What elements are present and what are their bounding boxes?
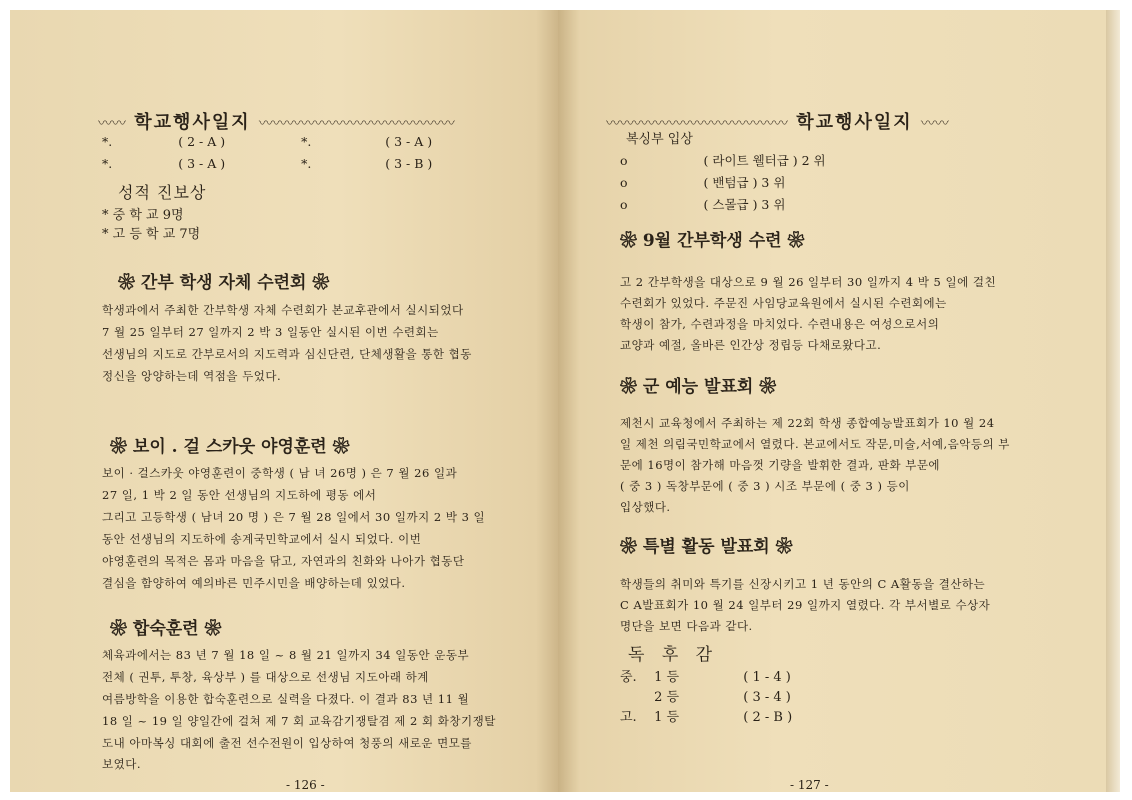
body-line: C A발표회가 10 월 24 일부터 29 일까지 열렸다. 각 부서별로 수상자 — [620, 598, 991, 612]
page-number: - 126 - — [286, 778, 325, 792]
review-item: 2 등 ( 3 - 4 ) — [654, 690, 791, 705]
body-line: 보이 · 걸스카웃 야영훈련이 중학생 ( 남 녀 26명 ) 은 7 월 26 일과 — [102, 466, 458, 480]
body-line: 제천시 교육청에서 주최하는 제 22회 학생 종합예능발표회가 10 월 24 — [620, 416, 995, 430]
body-line: 보였다. — [102, 757, 141, 771]
body-line: 결심을 함양하여 예의바른 민주시민을 배양하는데 있었다. — [102, 576, 406, 590]
boxing-item: o ( 밴텀급 ) 3 위 — [620, 175, 786, 190]
award-row: *. ( 2 - A ) *. ( 3 - A ) — [102, 134, 433, 149]
body-line: 문에 16명이 참가해 마음껏 기량을 발휘한 결과, 판화 부문에 — [620, 458, 941, 472]
left-page-header — [98, 108, 455, 134]
review-title: 독 후 감 — [628, 645, 719, 665]
body-line: 전체 ( 권투, 투창, 육상부 ) 를 대상으로 선생님 지도아래 하계 — [102, 670, 429, 684]
section-title: ❀ 합숙훈련 ❀ — [110, 619, 222, 639]
award-row: *. ( 3 - A ) *. ( 3 - B ) — [102, 156, 433, 171]
section-title: ❀ 9월 간부학생 수련 ❀ — [620, 231, 805, 251]
body-line: 선생님의 지도로 간부로서의 지도력과 심신단련, 단체생활을 통한 협동 — [102, 347, 472, 361]
body-line: 입상했다. — [620, 500, 671, 514]
boxing-item: o ( 스몰급 ) 3 위 — [620, 197, 786, 212]
page-number: - 127 - — [790, 778, 829, 792]
body-line: 야영훈련의 목적은 몸과 마음을 닦고, 자연과의 친화와 나아가 협동단 — [102, 554, 465, 568]
wave-ornament: 〰〰 — [98, 116, 126, 132]
section-title: ❀ 군 예능 발표회 ❀ — [620, 377, 777, 397]
body-line: 도내 아마복싱 대회에 출전 선수전원이 입상하여 청풍의 새로운 면모를 — [102, 736, 472, 750]
review-item: 중. 1 등 ( 1 - 4 ) — [620, 670, 791, 685]
body-line: 고 2 간부학생을 대상으로 9 월 26 일부터 30 일까지 4 박 5 일에 걸친 — [620, 275, 997, 289]
body-line: ( 중 3 ) 독창부문에 ( 중 3 ) 시조 부문에 ( 중 3 ) 등이 — [620, 479, 910, 493]
section-title: ❀ 특별 활동 발표회 ❀ — [620, 537, 793, 557]
progress-award-title: 성적 진보상 — [118, 183, 207, 202]
left-page — [10, 10, 558, 792]
body-line: 27 일, 1 박 2 일 동안 선생님의 지도하에 평동 에서 — [102, 488, 377, 502]
body-line: 정신을 앙양하는데 역점을 두었다. — [102, 369, 282, 383]
body-line: 교양과 예절, 올바른 인간상 정립등 다채로왔다고. — [620, 338, 882, 352]
boxing-item: o ( 라이트 웰터급 ) 2 위 — [620, 153, 826, 168]
body-line: 체육과에서는 83 년 7 월 18 일 ~ 8 월 21 일까지 34 일동안 운동부 — [102, 648, 470, 662]
progress-item: * 중 학 교 9명 — [102, 208, 184, 223]
body-line: 학생들의 취미와 특기를 신장시키고 1 년 동안의 C A활동을 결산하는 — [620, 577, 986, 591]
body-line: 학생이 참가, 수련과정을 마치었다. 수련내용은 여성으로서의 — [620, 317, 940, 331]
header-title: 학교행사일지 — [796, 112, 913, 133]
review-item: 고. 1 등 ( 2 - B ) — [620, 710, 793, 725]
section-title: ❀ 보이 . 걸 스카웃 야영훈련 ❀ — [110, 437, 350, 457]
wave-ornament: 〰〰 — [920, 116, 949, 132]
body-line: 7 월 25 일부터 27 일까지 2 박 3 일동안 실시된 이번 수련회는 — [102, 325, 439, 339]
body-line: 그리고 고등학생 ( 남녀 20 명 ) 은 7 월 28 일에서 30 일까지 2 박 3 일 — [102, 510, 486, 524]
header-title: 학교행사일지 — [134, 112, 251, 133]
body-line: 수련회가 있었다. 주문진 사임당교육원에서 실시된 수련회에는 — [620, 296, 947, 310]
body-line: 학생과에서 주최한 간부학생 자체 수련회가 본교후관에서 실시되었다 — [102, 303, 464, 317]
body-line: 여름방학을 이용한 합숙훈련으로 실력을 다졌다. 이 결과 83 년 11 월 — [102, 692, 470, 706]
progress-item: * 고 등 학 교 7명 — [102, 227, 201, 242]
body-line: 명단을 보면 다음과 같다. — [620, 619, 753, 633]
boxing-title: 복싱부 입상 — [626, 132, 693, 147]
body-line: 18 일 ~ 19 일 양일간에 걸쳐 제 7 회 교육감기쟁탈겸 제 2 회 화창기쟁탈 — [102, 714, 496, 728]
wave-ornament: 〰〰〰〰〰〰〰〰〰〰〰〰〰〰 — [258, 116, 455, 132]
page-edge — [1106, 10, 1120, 792]
body-line: 일 제천 의림국민학교에서 열렸다. 본교에서도 작문,미술,서예,음악등의 부 — [620, 437, 1010, 451]
wave-ornament: 〰〰〰〰〰〰〰〰〰〰〰〰〰 — [606, 116, 788, 132]
section-title: ❀ 간부 학생 자체 수련회 ❀ — [118, 273, 330, 293]
right-page — [558, 10, 1106, 792]
body-line: 동안 선생님의 지도하에 송계국민학교에서 실시 되었다. 이번 — [102, 532, 422, 546]
